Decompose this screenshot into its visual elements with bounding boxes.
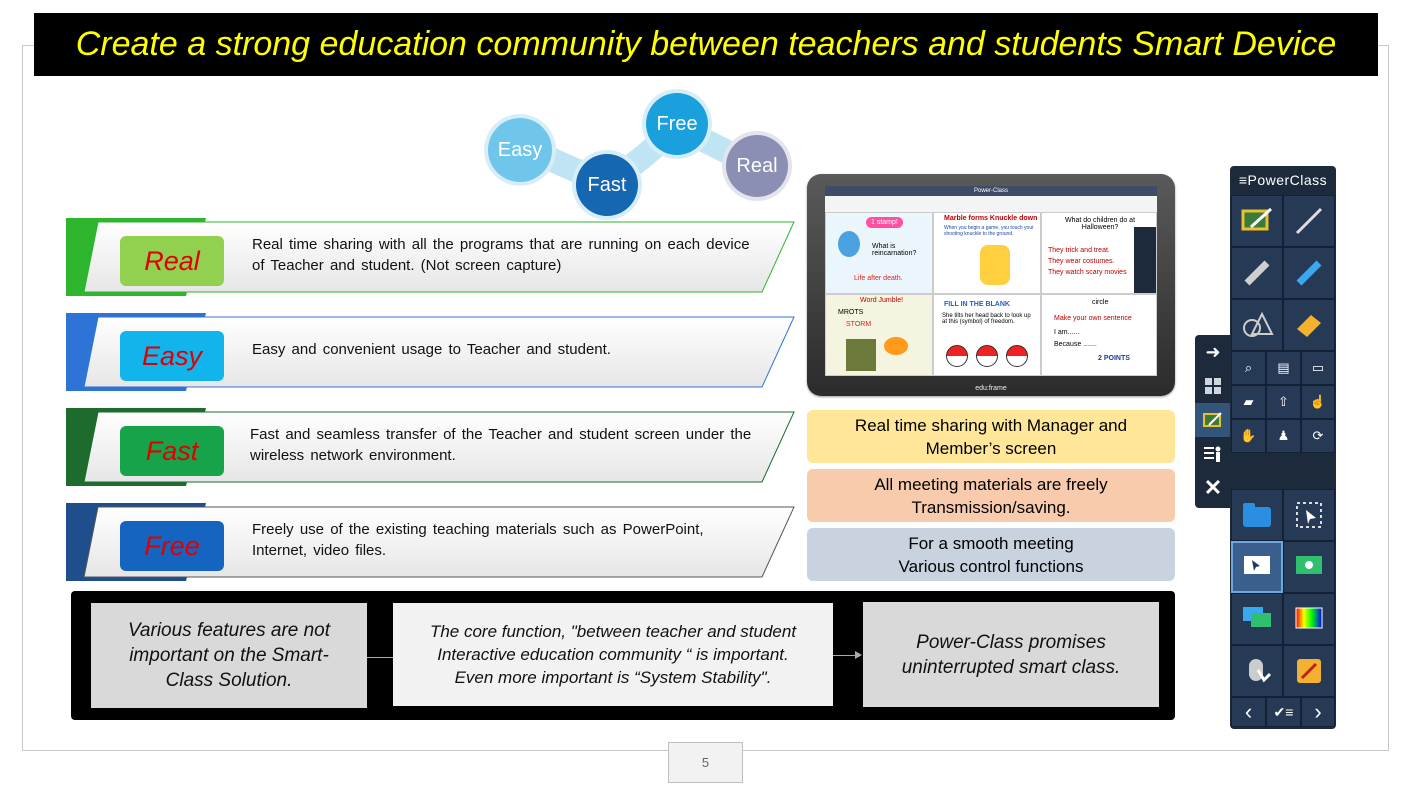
eraser-icon[interactable] <box>1283 299 1335 351</box>
marker-icon[interactable] <box>1231 247 1283 299</box>
feature-easy-desc: Easy and convenient usage to Teacher and student. <box>252 341 611 358</box>
screen-cell-3: What do children do at Halloween? They trick and treat. They wear costumes. They watch scary movies <box>1041 212 1157 294</box>
powerclass-panel <box>1230 166 1336 729</box>
color-palette-icon[interactable] <box>1283 593 1335 645</box>
info-box-sharing: Real time sharing with Manager and Member’s screen <box>807 410 1175 463</box>
feature-easy-badge: Easy <box>120 331 224 381</box>
board-tool-icon[interactable] <box>1231 195 1283 247</box>
screen-share-icon[interactable]: ▭ <box>1301 351 1335 385</box>
panel-spacer <box>1231 453 1335 489</box>
bottom-summary-bar <box>71 591 1175 720</box>
feature-fast-desc: Fast and seamless transfer of the Teacher and student screen under the wireless network environment. <box>250 426 752 464</box>
highlighter-icon[interactable] <box>1283 247 1335 299</box>
capture-icon[interactable]: ⌕ <box>1231 351 1266 385</box>
feature-fast <box>66 406 796 484</box>
screen-cell-6: circle Make your own sentence I am...... Because ....... 2 POINTS <box>1041 294 1157 376</box>
tablet-app-title: Power-Class <box>825 186 1157 196</box>
summary-box-features: Various features are not important on the Smart-Class Solution. <box>91 603 367 708</box>
pointer-icon[interactable] <box>1231 541 1283 593</box>
screen-switch-icon[interactable]: ⟳ <box>1301 419 1335 453</box>
screen-cell-4: Word Jumble! MROTS STORM <box>825 294 933 376</box>
nav-checklist-icon[interactable]: ✔≡ <box>1266 697 1301 727</box>
feature-real-badge: Real <box>120 236 224 286</box>
monitor-settings-icon[interactable] <box>1283 541 1335 593</box>
side-toolbar <box>1195 335 1231 508</box>
mouse-icon[interactable] <box>1231 645 1283 697</box>
arrow-head-icon <box>855 651 862 659</box>
bubble-real: Real <box>726 135 788 197</box>
hand-icon[interactable]: ✋ <box>1231 419 1266 453</box>
nav-next-icon[interactable]: › <box>1301 697 1335 727</box>
windows-icon[interactable] <box>1195 369 1231 403</box>
pen-icon[interactable] <box>1283 195 1335 247</box>
arrow-right-icon[interactable]: ➜ <box>1205 341 1221 362</box>
tablet-brand: edu:frame <box>975 385 1007 392</box>
info-box-materials: All meeting materials are freely Transmission/saving. <box>807 469 1175 522</box>
screen-cell-5: FILL IN THE BLANK She tilts her head back to look up at this (symbol) of freedom. <box>933 294 1041 376</box>
board-icon[interactable] <box>1195 403 1231 437</box>
document-icon[interactable]: ▤ <box>1266 351 1301 385</box>
feature-real <box>66 216 796 294</box>
tablet-screen <box>825 186 1157 376</box>
touch-icon[interactable]: ☝ <box>1301 385 1335 419</box>
presenter-icon[interactable] <box>1195 437 1231 471</box>
tools-icon[interactable] <box>1283 645 1335 697</box>
connector-line <box>367 657 393 658</box>
feature-real-desc: Real time sharing with all the programs that are running on each device of Teacher and student. (Not screen capture) <box>252 236 750 274</box>
bubble-easy: Easy <box>488 118 552 182</box>
folder-icon[interactable]: ▰ <box>1231 385 1266 419</box>
summary-box-promise: Power-Class promises uninterrupted smart class. <box>863 602 1159 707</box>
feature-fast-badge: Fast <box>120 426 224 476</box>
screen-cell-1: 1 stamp! What is reincarnation? Life after death. <box>825 212 933 294</box>
bubble-free: Free <box>646 93 708 155</box>
info-box-control: For a smooth meeting Various control functions <box>807 528 1175 581</box>
slide-title: Create a strong education community between teachers and students Smart Device <box>34 13 1378 76</box>
bubble-fast: Fast <box>576 154 638 216</box>
connector-arrow <box>833 655 857 656</box>
feature-easy <box>66 311 796 389</box>
feature-free-badge: Free <box>120 521 224 571</box>
blue-folder-icon[interactable] <box>1231 489 1283 541</box>
presenter-board-icon[interactable]: ♟ <box>1266 419 1301 453</box>
screen-mirror-icon[interactable] <box>1231 593 1283 645</box>
feature-free-desc: Freely use of the existing teaching materials such as PowerPoint, Internet, video files. <box>252 521 704 559</box>
selection-icon[interactable] <box>1283 489 1335 541</box>
summary-box-core: The core function, "between teacher and student Interactive education community “ is important. Even more important is “System Stability". <box>393 603 833 706</box>
shape-icon[interactable] <box>1231 299 1283 351</box>
tablet-device <box>807 174 1175 396</box>
upload-icon[interactable]: ⇧ <box>1266 385 1301 419</box>
screen-cell-2: Marble forms Knuckle down When you begin a game, you touch your shooting knuckle to the ground. <box>933 212 1041 294</box>
close-icon[interactable]: ✕ <box>1203 475 1223 500</box>
powerclass-title: ≡PowerClass <box>1238 172 1328 188</box>
nav-prev-icon[interactable]: ‹ <box>1231 697 1266 727</box>
feature-free <box>66 501 796 579</box>
page-number: 5 <box>668 742 743 783</box>
